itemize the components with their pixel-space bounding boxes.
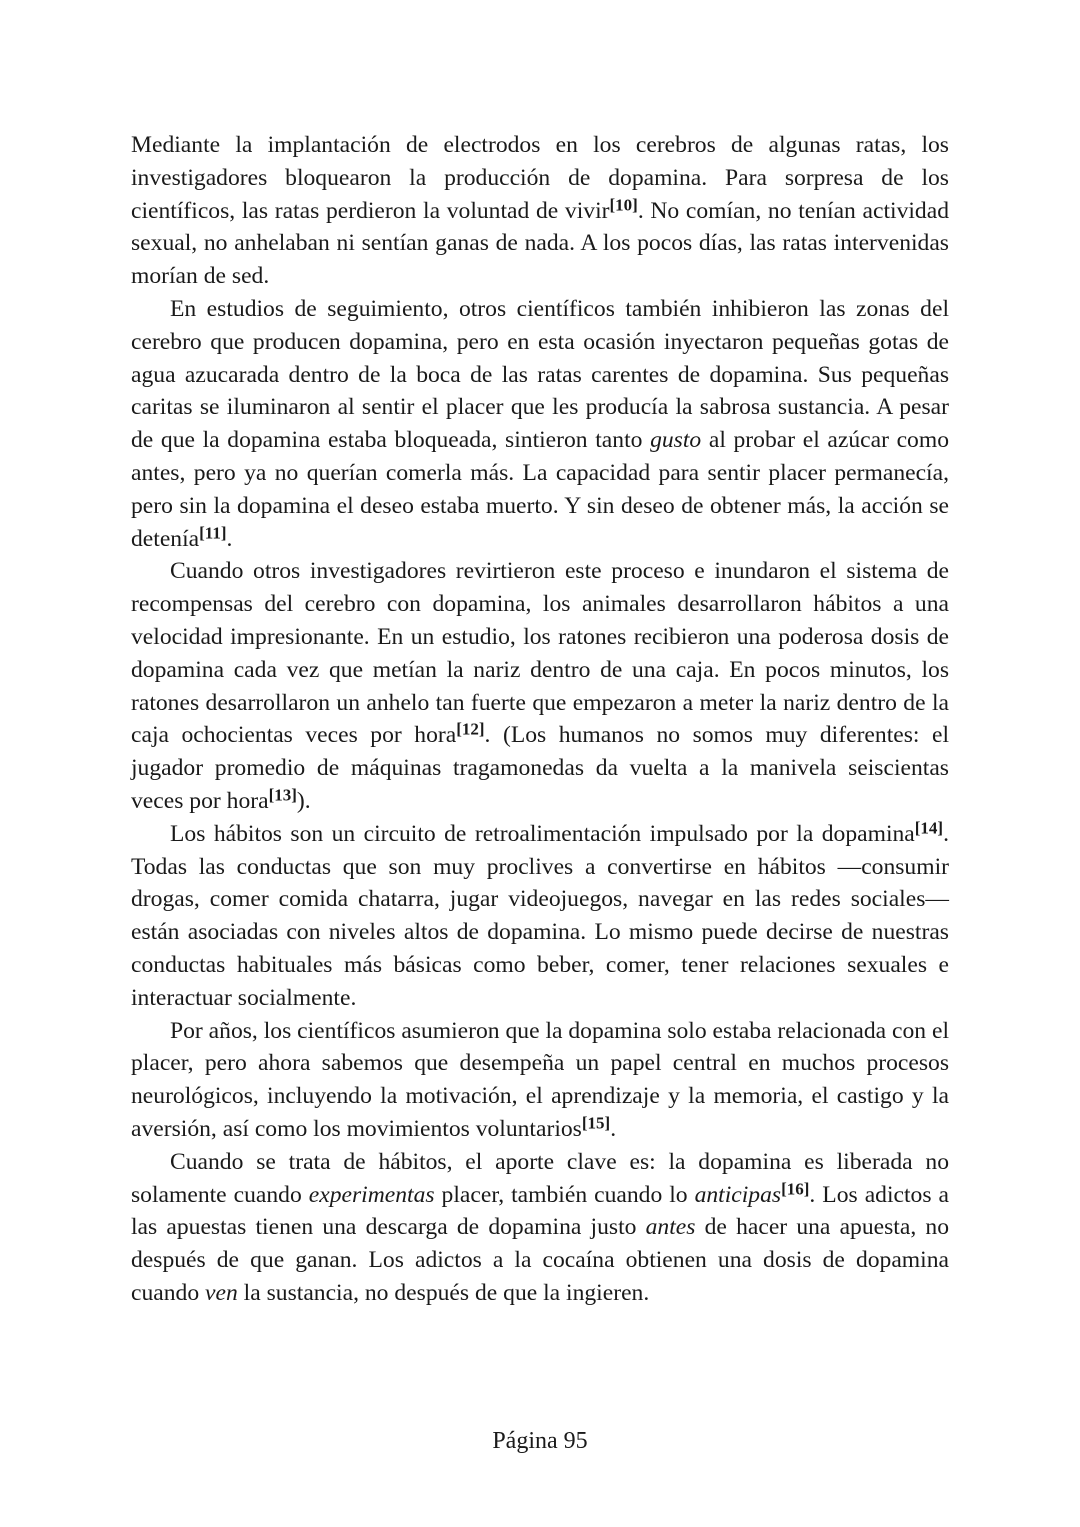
text-run: En estudios de seguimiento, otros científicos también inhibieron las zonas del cerebro que producen dopamina, pero en esta ocasión inyectaron pequeñas gotas de agua azucarada dentro de la boca de las ratas carentes de dopamina. Sus pequeñas caritas se iluminaron al sentir el placer que les producía la sabrosa sustancia. A pesar de que la dopamina estaba bloqueada, sintieron tanto (131, 295, 949, 454)
paragraph (131, 555, 949, 817)
text-run: . (610, 1115, 617, 1142)
paragraph (131, 818, 949, 1015)
paragraph (131, 129, 949, 293)
paragraph (131, 1146, 949, 1310)
footnote-ref: [13] (268, 785, 297, 805)
page-number: Página 95 (492, 1428, 588, 1454)
emphasis-text: ven (205, 1279, 238, 1306)
emphasis-text: experimentas (308, 1181, 435, 1208)
text-run: Cuando se trata de hábitos, el aporte clave es: la dopamina es liberada no solamente cuando (131, 1148, 949, 1208)
footnote-ref: [10] (609, 194, 638, 214)
text-run: . Todas las conductas que son muy proclives a convertirse en hábitos —consumir drogas, comer comida chatarra, jugar videojuegos, navegar en las redes sociales— están asociadas con niveles altos de dopamina. Lo mismo puede decirse de nuestras conductas habituales más básicas como beber, comer, tener relaciones sexuales e interactuar socialmente. (131, 820, 949, 1011)
text-run: Mediante la implantación de electrodos en los cerebros de algunas ratas, los investigadores bloquearon la producción de dopamina. Para sorpresa de los científicos, las ratas perdieron la voluntad de vivir (131, 132, 949, 224)
footnote-ref: [12] (456, 719, 485, 739)
text-run: Los hábitos son un circuito de retroalimentación impulsado por la dopamina (170, 820, 915, 847)
text-run: Por años, los científicos asumieron que la dopamina solo estaba relacionada con el placer, pero ahora sabemos que desempeña un papel central en muchos procesos neurológicos, incluyendo la motivación, el aprendizaje y la memoria, el castigo y la aversión, así como los movimientos voluntarios (131, 1017, 950, 1142)
footnote-ref: [11] (199, 522, 227, 542)
emphasis-text: antes (645, 1214, 696, 1241)
text-run: placer, también cuando lo (434, 1181, 695, 1208)
paragraph (131, 1015, 949, 1146)
body-text (131, 129, 949, 1310)
text-run: . (226, 525, 233, 552)
text-run: . Los adictos a las apuestas tienen una descarga de dopamina justo (131, 1181, 949, 1241)
text-run: . No comían, no tenían actividad sexual, no anhelaban ni sentían ganas de nada. A los pocos días, las ratas intervenidas morían de sed. (131, 197, 949, 290)
text-run: . (Los humanos no somos muy diferentes: el jugador promedio de máquinas tragamonedas da vuelta a la manivela seiscientas veces por hora (131, 722, 950, 814)
emphasis-text: gusto (650, 427, 702, 454)
footnote-ref: [14] (914, 818, 944, 838)
text-run: de hacer una apuesta, no después de que ganan. Los adictos a la cocaína obtienen una dosis de dopamina cuando (131, 1214, 950, 1306)
footnote-ref: [16] (781, 1178, 810, 1198)
text-run: la sustancia, no después de que la ingieren. (237, 1279, 650, 1306)
footnote-ref: [15] (581, 1113, 611, 1133)
text-run: ). (296, 787, 311, 814)
text-run: Cuando otros investigadores revirtieron este proceso e inundaron el sistema de recompensas del cerebro con dopamina, los animales desarrollaron hábitos a una velocidad impresionante. En un estudio, los ratones recibieron una poderosa dosis de dopamina cada vez que metían la nariz dentro de una caja. En pocos minutos, los ratones desarrollaron un anhelo tan fuerte que empezaron a meter la nariz dentro de la caja ochocientas veces por hora (131, 558, 949, 749)
text-run: al probar el azúcar como antes, pero ya no querían comerla más. La capacidad para sentir placer permanecía, pero sin la dopamina el deseo estaba muerto. Y sin deseo de obtener más, la acción se detenía (131, 427, 949, 552)
paragraph (131, 293, 949, 555)
emphasis-text: anticipas (694, 1181, 782, 1208)
